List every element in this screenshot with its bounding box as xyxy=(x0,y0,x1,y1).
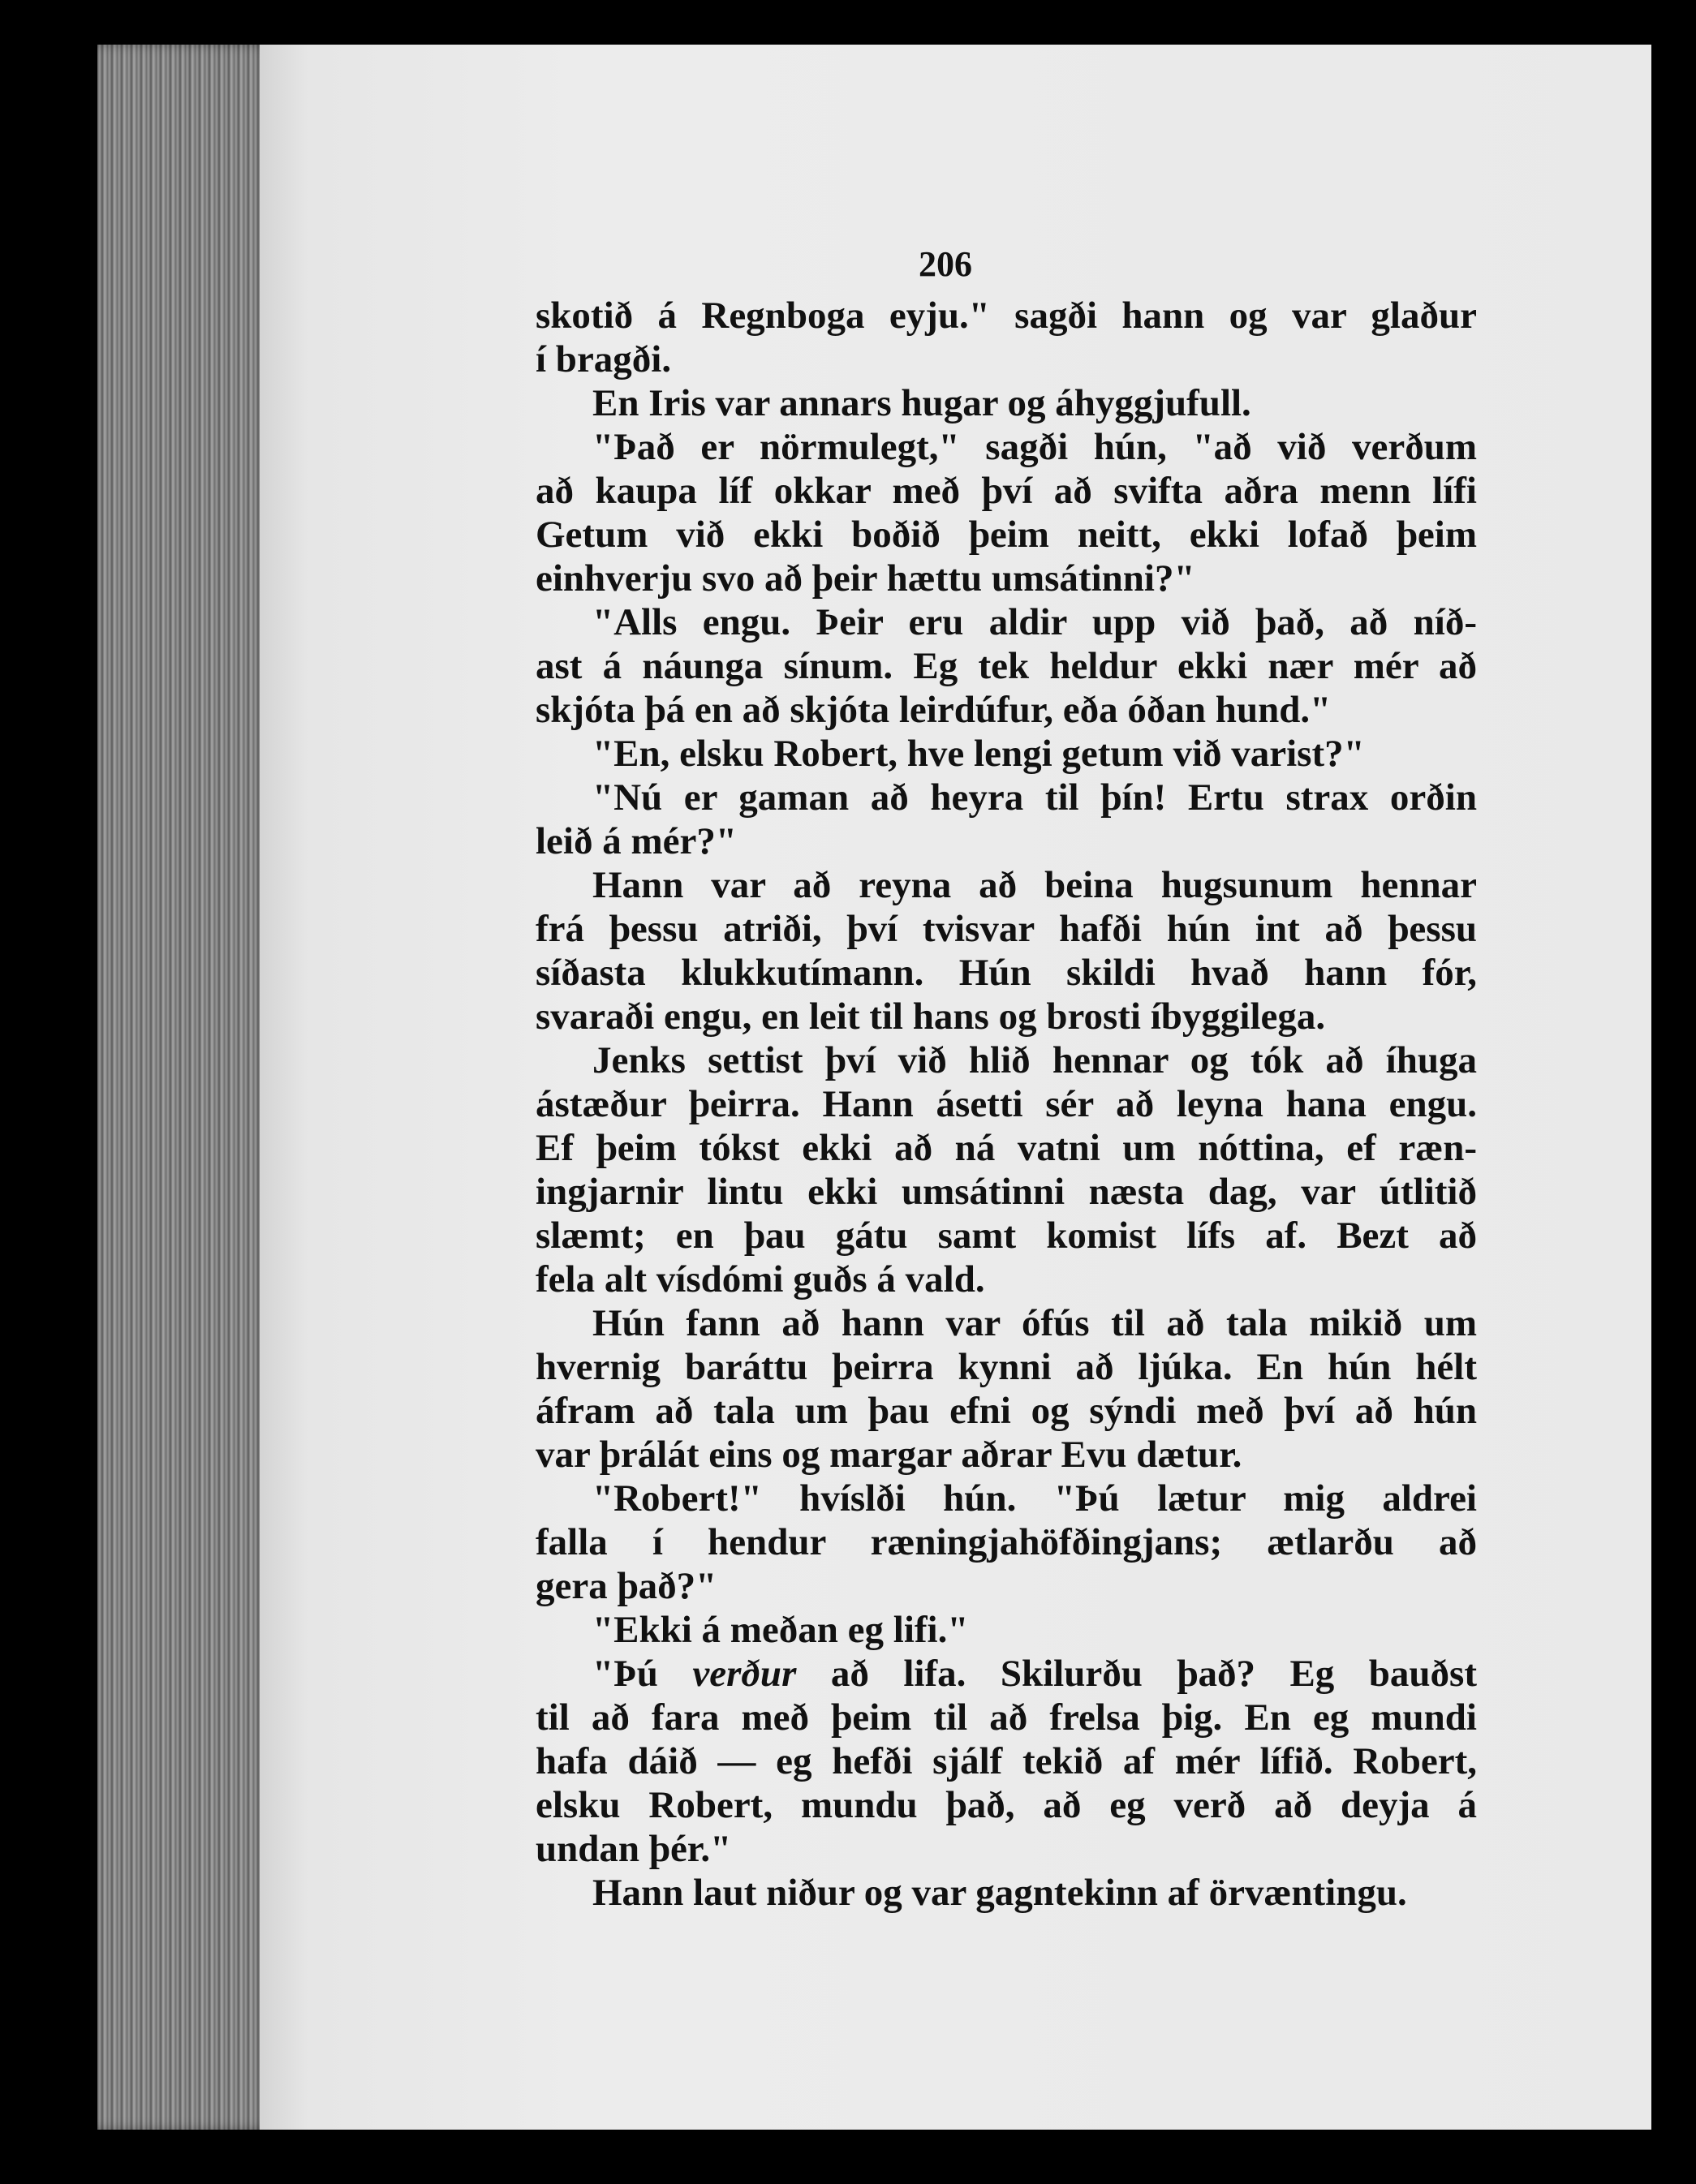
text-line: einhverju svo að þeir hættu umsátinni?" xyxy=(536,557,1195,600)
text-line: ástæður þeirra. Hann ásetti sér að leyna hana engu. xyxy=(536,1083,1477,1125)
text-line: elsku Robert, mundu það, að eg verð að deyja á xyxy=(536,1784,1477,1826)
text-line: síðasta klukkutímann. Hún skildi hvað hann fór, xyxy=(536,952,1477,994)
text-line: fela alt vísdómi guðs á vald. xyxy=(536,1258,985,1301)
text-line: slæmt; en þau gátu samt komist lífs af. Bezt að xyxy=(536,1215,1477,1257)
text-line: gera það?" xyxy=(536,1565,717,1607)
text-line: Hann var að reyna að beina hugsunum hennar xyxy=(592,864,1477,906)
text-line: "Alls engu. Þeir eru aldir upp við það, að níð- xyxy=(592,601,1477,643)
text-line: "Nú er gaman að heyra til þín! Ertu strax orðin xyxy=(592,776,1477,819)
text-line: til að fara með þeim til að frelsa þig. En eg mundi xyxy=(536,1696,1477,1739)
text-line: ingjarnir lintu ekki umsátinni næsta dag, var útlitið xyxy=(536,1171,1477,1213)
text-line: leið á mér?" xyxy=(536,820,737,862)
text-line: "Robert!" hvíslði hún. "Þú lætur mig aldrei xyxy=(592,1477,1477,1520)
text-line: "En, elsku Robert, hve lengi getum við varist?" xyxy=(592,733,1365,775)
text-line: Hún fann að hann var ófús til að tala mikið um xyxy=(592,1302,1477,1344)
text-line: En Iris var annars hugar og áhyggjufull. xyxy=(592,382,1251,424)
text-line: í bragði. xyxy=(536,338,672,380)
text-line: var þrálát eins og margar aðrar Evu dætur. xyxy=(536,1434,1242,1476)
text-line: hvernig baráttu þeirra kynni að ljúka. En hún hélt xyxy=(536,1346,1477,1388)
text-line: "Ekki á meðan eg lifi." xyxy=(592,1609,969,1651)
text-line: falla í hendur ræningjahöfðingjans; ætlarðu að xyxy=(536,1521,1477,1563)
text-line: Getum við ekki boðið þeim neitt, ekki lofað þeim xyxy=(536,514,1477,556)
text-line: frá þessu atriði, því tvisvar hafði hún int að þessu xyxy=(536,908,1477,950)
text-line: undan þér." xyxy=(536,1828,732,1870)
text-line: áfram að tala um þau efni og sýndi með því að hún xyxy=(536,1390,1477,1432)
text-line: Hann laut niður og var gagntekinn af örvæntingu. xyxy=(592,1872,1407,1914)
text-line: svaraði engu, en leit til hans og brosti íbyggilega. xyxy=(536,995,1326,1038)
text-line: hafa dáið — eg hefði sjálf tekið af mér lífið. Robert, xyxy=(536,1740,1477,1782)
text-line: "Þú verður að lifa. Skilurðu það? Eg bauðst xyxy=(592,1653,1477,1695)
text-line: skjóta þá en að skjóta leirdúfur, eða óðan hund." xyxy=(536,689,1332,731)
text-line: skotið á Regnboga eyju." sagði hann og var glaður xyxy=(536,294,1477,337)
text-line: Ef þeim tókst ekki að ná vatni um nóttina, ef ræn- xyxy=(536,1127,1477,1169)
text-line: að kaupa líf okkar með því að svifta aðra menn lífi xyxy=(536,470,1477,512)
page-number: 206 xyxy=(919,244,972,284)
text-line: "Það er nörmulegt," sagði hún, "að við verðum xyxy=(592,426,1477,468)
page-text-block xyxy=(536,294,1477,1915)
text-line: Jenks settist því við hlið hennar og tók að íhuga xyxy=(592,1039,1477,1081)
text-line: ast á náunga sínum. Eg tek heldur ekki nær mér að xyxy=(536,645,1477,687)
